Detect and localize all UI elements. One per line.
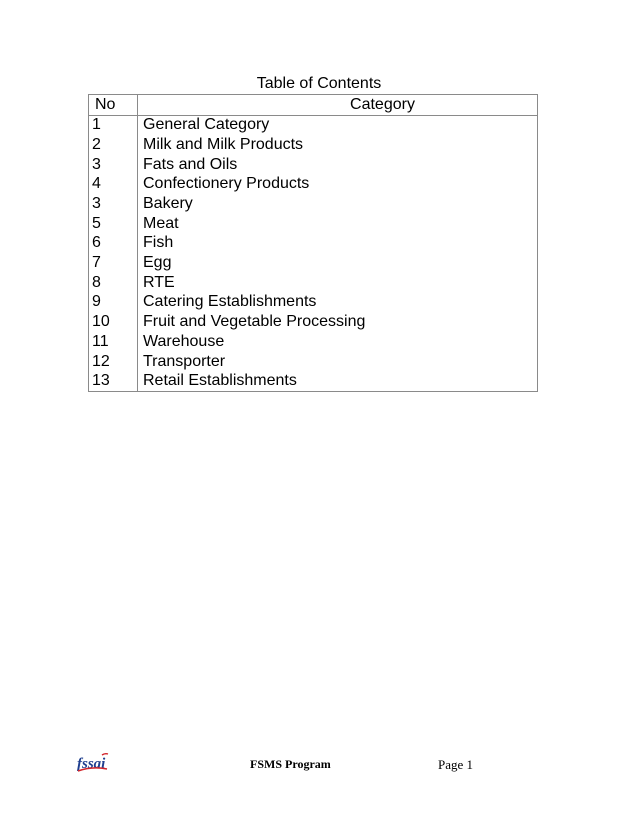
- table-row: [89, 214, 538, 234]
- row-category: Bakery: [138, 194, 538, 214]
- fssai-logo-icon: [76, 752, 110, 774]
- table-row: [89, 273, 538, 293]
- row-number: 12: [89, 352, 138, 372]
- fssai-logo-text: fssai: [77, 756, 106, 772]
- row-number: 4: [89, 175, 138, 195]
- toc-header-row: [89, 95, 538, 116]
- row-category: Confectionery Products: [138, 175, 538, 195]
- row-category: Milk and Milk Products: [138, 135, 538, 155]
- row-number: 5: [89, 214, 138, 234]
- row-category: RTE: [138, 273, 538, 293]
- header-category: Category: [138, 95, 538, 116]
- table-row: [89, 155, 538, 175]
- row-number: 2: [89, 135, 138, 155]
- header-no: No: [89, 95, 138, 116]
- table-row: [89, 254, 538, 274]
- row-number: 1: [89, 115, 138, 135]
- row-category: Retail Establishments: [138, 372, 538, 392]
- table-row: [89, 332, 538, 352]
- row-category: General Category: [138, 115, 538, 135]
- row-category: Meat: [138, 214, 538, 234]
- table-row: [89, 352, 538, 372]
- table-row: [89, 372, 538, 392]
- table-row: [89, 194, 538, 214]
- table-row: [89, 175, 538, 195]
- table-row: [89, 313, 538, 333]
- row-number: 3: [89, 194, 138, 214]
- row-category: Egg: [138, 254, 538, 274]
- row-number: 6: [89, 234, 138, 254]
- footer-page-number: Page 1: [438, 757, 474, 772]
- footer-program: FSMS Program: [250, 757, 331, 771]
- toc-table: [88, 94, 538, 392]
- row-number: 10: [89, 313, 138, 333]
- row-category: Transporter: [138, 352, 538, 372]
- row-category: Fruit and Vegetable Processing: [138, 313, 538, 333]
- table-row: [89, 234, 538, 254]
- row-number: 11: [89, 332, 138, 352]
- toc-title: Table of Contents: [256, 75, 382, 92]
- row-number: 3: [89, 155, 138, 175]
- table-row: [89, 293, 538, 313]
- row-number: 13: [89, 372, 138, 392]
- row-number: 7: [89, 254, 138, 274]
- row-category: Fats and Oils: [138, 155, 538, 175]
- table-row: [89, 115, 538, 135]
- table-row: [89, 135, 538, 155]
- row-category: Catering Establishments: [138, 293, 538, 313]
- row-category: Fish: [138, 234, 538, 254]
- row-number: 8: [89, 273, 138, 293]
- row-category: Warehouse: [138, 332, 538, 352]
- fssai-logo-swoosh-top: [102, 754, 108, 755]
- row-number: 9: [89, 293, 138, 313]
